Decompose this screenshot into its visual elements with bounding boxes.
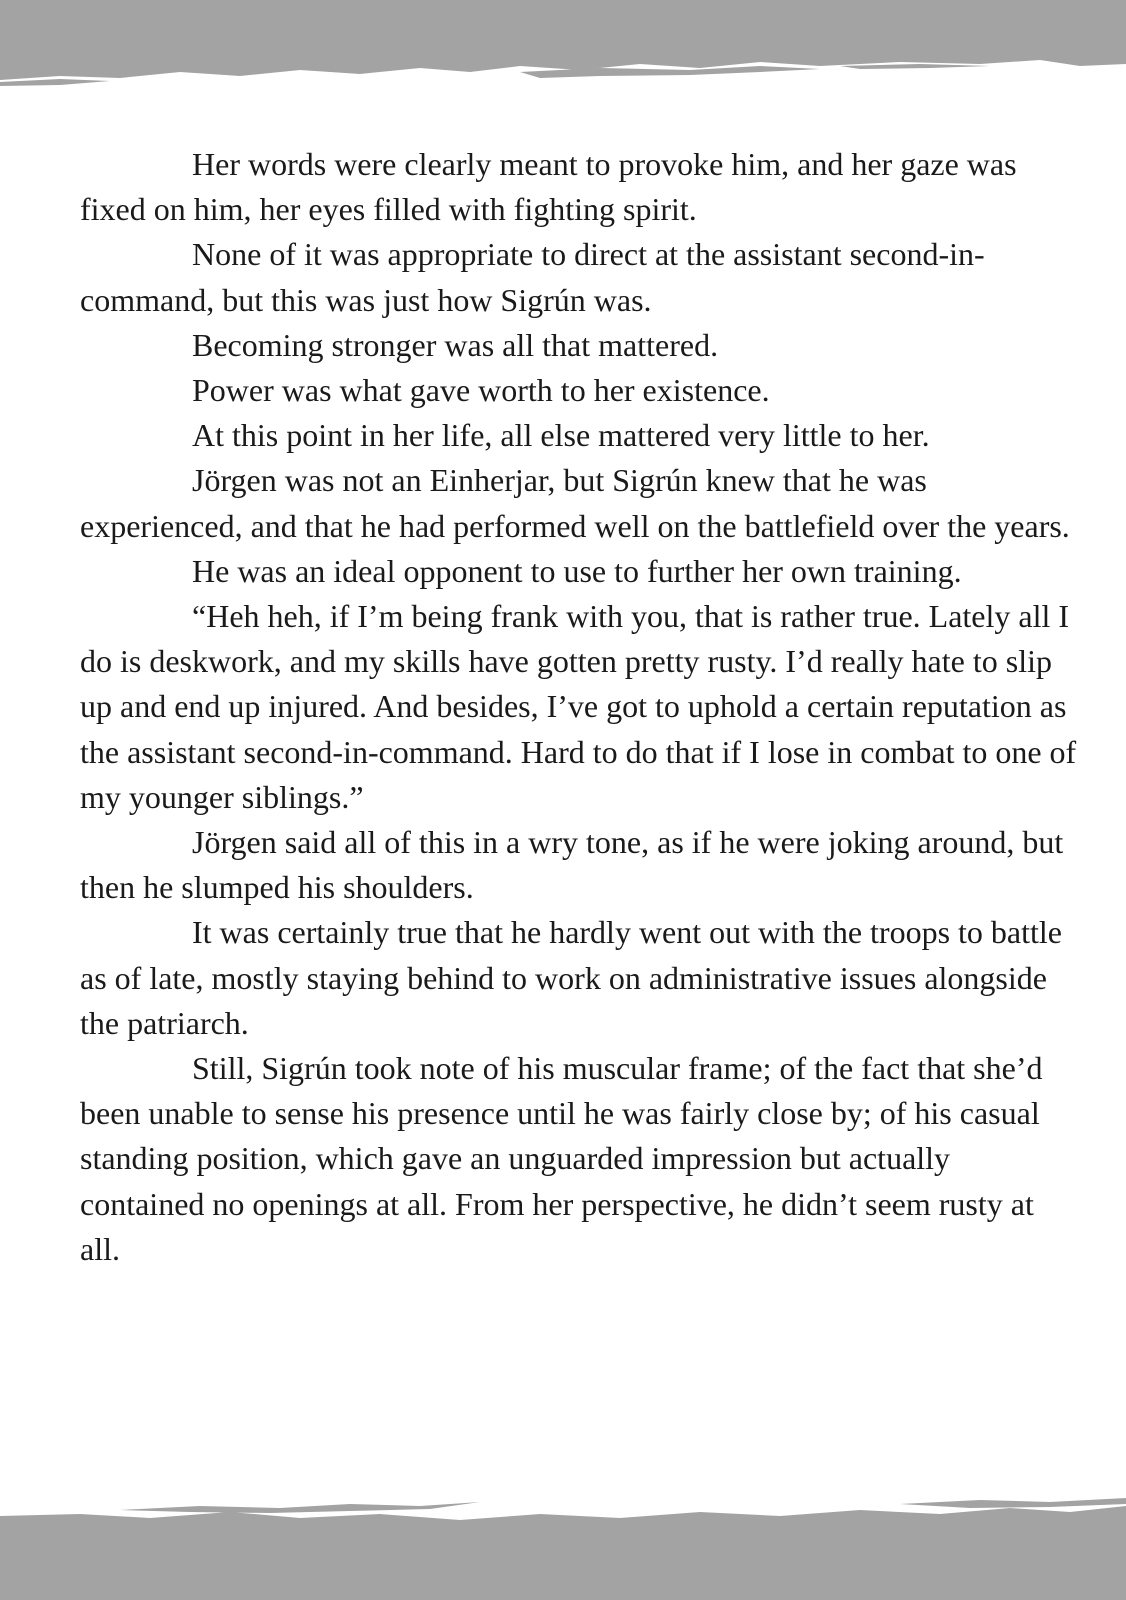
paragraph-10: It was certainly true that he hardly went out with the troops to battle as of late, mostly staying behind to work on administrative issues alongside the patriarch. (80, 914, 1062, 1041)
paragraph-1: Her words were clearly meant to provoke him, and her gaze was fixed on him, her eyes filled with fighting spirit. (80, 146, 1017, 228)
paragraph-3: Becoming stronger was all that mattered. (192, 326, 719, 363)
paragraph-8: “Heh heh, if I’m being frank with you, that is rather true. Lately all I do is deskwork, and my skills have gotten pretty rusty. I’d really hate to slip up and end up injured. And besides, I’ve got to uphold a certain reputation as the assistant second-in-command. Hard to do that if I lose in combat to one of my younger siblings.” (80, 598, 1077, 815)
paragraph-6: Jörgen was not an Einherjar, but Sigrún knew that he was experienced, and that he had performed well on the battlefield over the years. (80, 462, 1070, 544)
page-body (80, 142, 1080, 1272)
top-brush-stroke-border (0, 0, 1126, 100)
paragraph-9: Jörgen said all of this in a wry tone, as if he were joking around, but then he slumped his shoulders. (80, 824, 1064, 906)
paragraph-4: Power was what gave worth to her existence. (192, 372, 770, 409)
bottom-brush-stroke-border (0, 1488, 1126, 1600)
paragraph-11: Still, Sigrún took note of his muscular frame; of the fact that she’d been unable to sense his presence until he was fairly close by; of his casual standing position, which gave an unguarded impression but actually contained no openings at all. From her perspective, he didn’t seem rusty at all. (80, 1050, 1043, 1267)
paragraph-2: None of it was appropriate to direct at the assistant second-in-command, but this was just how Sigrún was. (80, 236, 985, 318)
paragraph-7: He was an ideal opponent to use to further her own training. (192, 552, 962, 589)
paragraph-5: At this point in her life, all else mattered very little to her. (192, 417, 930, 454)
